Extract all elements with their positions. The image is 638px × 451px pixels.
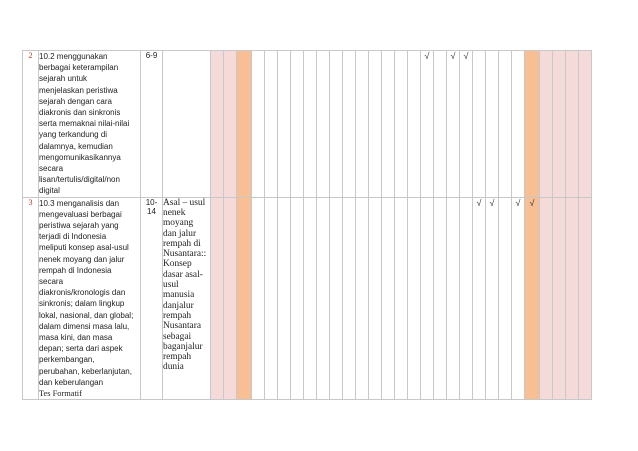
week-cell: [304, 51, 317, 198]
week-cell: [540, 197, 553, 400]
check-mark: √: [476, 197, 482, 208]
material-line: danjalur: [163, 300, 194, 311]
week-cell: [499, 197, 512, 400]
table-row: [23, 51, 592, 198]
material-line: Nusantara: [163, 321, 202, 332]
week-cell: [382, 51, 395, 198]
week-cell: [460, 197, 473, 400]
competency-line: 10.3 menganalisis dan: [39, 198, 120, 208]
week-cell: [211, 51, 224, 198]
week-cell: [395, 51, 408, 198]
week-cell: [566, 197, 579, 400]
week-cell: [473, 197, 486, 400]
week-cell: [512, 51, 525, 198]
check-mark: √: [463, 51, 469, 61]
competency-line: secara: [39, 277, 64, 287]
competency-line: peristiwa sejarah yang: [39, 221, 119, 231]
competency-line: masa kini, dan masa: [39, 333, 113, 343]
week-cell: [304, 197, 317, 400]
material-line: rempah: [163, 352, 192, 363]
week-cell: [382, 197, 395, 400]
check-mark: √: [515, 197, 521, 208]
week-cell: [356, 51, 369, 198]
material-line: Nusantara::: [163, 249, 207, 260]
competency-line: serta memaknai nilai-nilai: [39, 119, 130, 129]
material-line: rempah di: [163, 238, 201, 249]
week-cell: [265, 51, 278, 198]
week-cell: [553, 197, 566, 400]
curriculum-table: [22, 50, 592, 400]
material-line: dan jalur: [163, 228, 197, 239]
competency-line: nenek moyang dan jalur: [39, 254, 125, 264]
week-cell: [356, 197, 369, 400]
week-cell: [525, 51, 540, 198]
material-line: dasar asal-: [163, 269, 203, 280]
competency-line: digital: [39, 186, 60, 196]
material-cell: [163, 197, 211, 400]
material-line: usul: [163, 280, 179, 291]
week-cell: [486, 51, 499, 198]
material-line: moyang: [163, 218, 194, 229]
week-cell: [408, 51, 421, 198]
week-cell: [369, 197, 382, 400]
competency-line: menjelaskan peristiwa: [39, 85, 118, 95]
week-cell: [579, 197, 592, 400]
week-cell: [486, 197, 499, 400]
material-cell: [163, 51, 211, 198]
week-cell: [525, 197, 540, 400]
competency-line: secara: [39, 164, 64, 174]
week-cell: [343, 197, 356, 400]
week-cell: [460, 51, 473, 198]
week-cell: [237, 197, 252, 400]
week-cell: [566, 51, 579, 198]
week-cell: [421, 197, 434, 400]
week-cell: [447, 197, 460, 400]
competency-line: lokal, nasional, dan global;: [39, 310, 134, 320]
competency-line: sejarah dengan cara: [39, 96, 112, 106]
week-cell: [317, 51, 330, 198]
week-cell: [395, 197, 408, 400]
material-line: nenek: [163, 207, 186, 218]
week-cell: [579, 51, 592, 198]
week-cell: [278, 197, 291, 400]
week-cell: [317, 197, 330, 400]
week-cell: [434, 51, 447, 198]
competency-line: dan keberulangan: [39, 377, 104, 387]
week-cell: [237, 51, 252, 198]
competency-line: mengomunikasikannya: [39, 152, 121, 162]
competency-cell: [39, 197, 141, 400]
week-cell: [553, 51, 566, 198]
assessment-label: Tes Formatif: [39, 389, 82, 399]
competency-line: sinkronis; dalam lingkup: [39, 299, 125, 309]
material-line: dunia: [163, 362, 184, 373]
check-mark: √: [450, 51, 456, 61]
week-cell: [447, 51, 460, 198]
row-number: 3: [23, 197, 39, 400]
week-cell: [369, 51, 382, 198]
week-cell: [473, 51, 486, 198]
competency-cell: [39, 51, 141, 198]
material-line: baganjalur: [163, 341, 203, 352]
week-cell: [330, 197, 343, 400]
check-mark: √: [489, 197, 495, 208]
week-cell: [252, 197, 265, 400]
competency-line: diakronis dan sinkronis: [39, 108, 121, 118]
competency-line: terjadi di Indonesia: [39, 232, 107, 242]
week-cell: [291, 197, 304, 400]
week-cell: [265, 197, 278, 400]
competency-line: dalamnya, kemudian: [39, 141, 113, 151]
competency-line: 10.2 menggunakan: [39, 52, 108, 61]
week-cell: [421, 51, 434, 198]
week-cell: [291, 51, 304, 198]
table-row: [23, 197, 592, 400]
material-line: Konsep: [163, 259, 192, 270]
competency-line: sejarah untuk: [39, 74, 88, 84]
week-cell: [343, 51, 356, 198]
competency-line: yang terkandung di: [39, 130, 108, 140]
competency-line: perkembangan,: [39, 355, 95, 365]
meeting-range: 10- 14: [141, 197, 163, 400]
competency-line: lisan/tertulis/digital/non: [39, 175, 120, 185]
week-cell: [434, 197, 447, 400]
row-number: 2: [23, 51, 39, 198]
week-cell: [224, 51, 237, 198]
meeting-range: 6-9: [141, 51, 163, 198]
competency-line: diakronis/kronologis dan: [39, 288, 126, 298]
competency-line: perubahan, keberlanjutan,: [39, 366, 132, 376]
week-cell: [278, 51, 291, 198]
week-cell: [512, 197, 525, 400]
competency-line: mengevaluasi berbagai: [39, 209, 122, 219]
week-cell: [252, 51, 265, 198]
material-line: sebagai: [163, 331, 192, 342]
week-cell: [224, 197, 237, 400]
material-line: rempah: [163, 310, 192, 321]
competency-line: depan; serta dari aspek: [39, 344, 123, 354]
week-cell: [408, 197, 421, 400]
competency-line: berbagai keterampilan: [39, 63, 119, 73]
competency-line: meliputi konsep asal-usul: [39, 243, 129, 253]
check-mark: √: [529, 197, 535, 208]
material-line: manusia: [163, 290, 195, 301]
week-cell: [211, 197, 224, 400]
competency-line: dalam dimensi masa lalu,: [39, 321, 130, 331]
material-line: Asal – usul: [163, 197, 206, 208]
competency-line: rempah di Indonesia: [39, 265, 112, 275]
week-cell: [499, 51, 512, 198]
week-cell: [330, 51, 343, 198]
week-cell: [540, 51, 553, 198]
check-mark: √: [424, 51, 430, 61]
